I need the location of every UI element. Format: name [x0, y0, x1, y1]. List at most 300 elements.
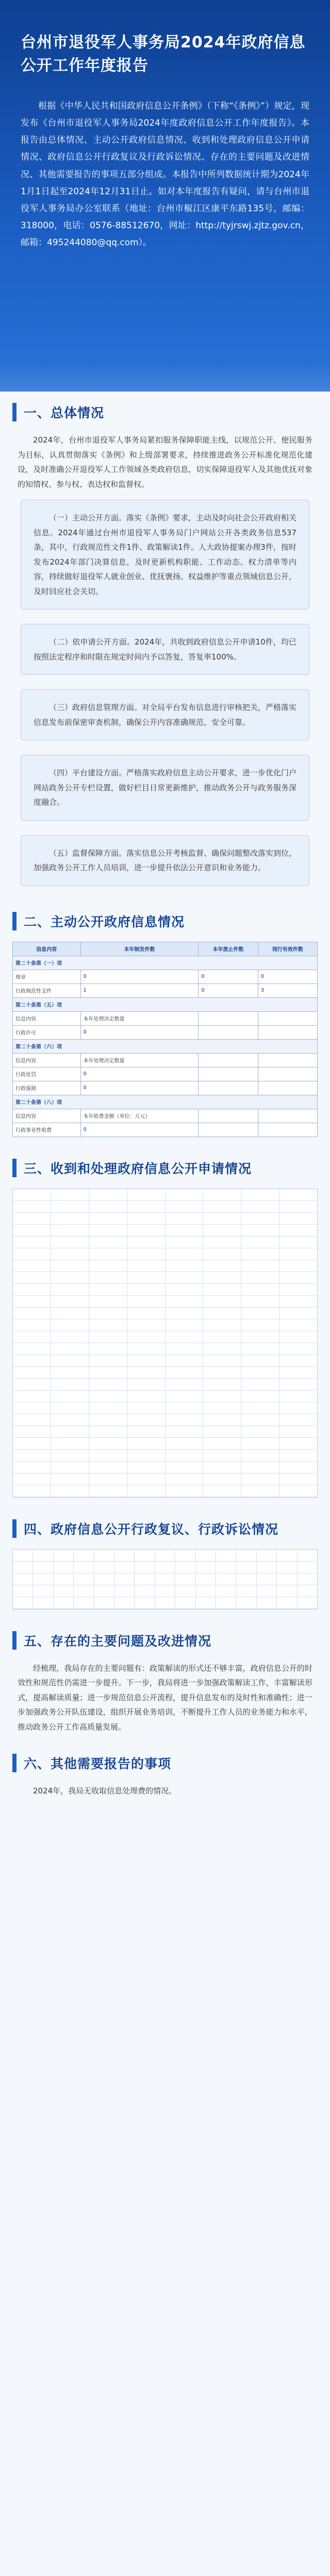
section-6-heading	[0, 1742, 330, 1784]
table-cell	[241, 1355, 279, 1366]
table-cell	[51, 1402, 89, 1414]
table-cell	[89, 1201, 127, 1212]
table-cell	[257, 1550, 277, 1561]
table-cell	[279, 1367, 317, 1378]
table-cell	[51, 1485, 89, 1497]
table-cell	[241, 1462, 279, 1473]
table-cell	[203, 1319, 241, 1331]
header-decoration	[0, 361, 330, 392]
table-cell	[155, 1585, 175, 1597]
table-cell	[166, 1201, 204, 1212]
table-cell	[89, 1248, 127, 1260]
table-cell: 0	[199, 970, 258, 984]
table-cell: 行政事业性收费	[13, 1123, 81, 1137]
table-cell	[51, 1450, 89, 1461]
table-cell	[199, 1025, 258, 1039]
table-row	[13, 1248, 317, 1260]
table-cell	[166, 1331, 204, 1343]
table-cell	[203, 1225, 241, 1236]
table-cell: 信息内容	[13, 1109, 81, 1123]
table-cell	[74, 1585, 94, 1597]
table-cell	[279, 1462, 317, 1473]
table-group-label: 第二十条第（一）项	[13, 956, 318, 970]
table-cell	[89, 1236, 127, 1248]
table-cell	[155, 1562, 175, 1573]
table-row	[13, 1473, 317, 1485]
table-cell	[51, 1391, 89, 1402]
table-cell	[199, 1123, 258, 1137]
table-cell	[279, 1355, 317, 1366]
table-cell	[155, 1573, 175, 1585]
table-cell	[89, 1355, 127, 1366]
section-3-title: 三、收到和处理政府信息公开申请情况	[24, 1161, 252, 1176]
table-cell: 1	[80, 984, 199, 997]
table-cell	[196, 1550, 216, 1561]
table-cell	[175, 1562, 195, 1573]
table-cell	[89, 1213, 127, 1224]
table-row	[13, 1272, 317, 1284]
table-cell	[127, 1189, 166, 1200]
table-cell	[298, 1562, 317, 1573]
table-cell	[166, 1426, 204, 1437]
table-cell: 0	[199, 984, 258, 997]
table-cell	[203, 1485, 241, 1497]
table-cell	[203, 1236, 241, 1248]
table-cell	[279, 1402, 317, 1414]
table-cell	[89, 1272, 127, 1283]
table-header-cell: 本年废止件数	[199, 942, 258, 956]
table-cell	[241, 1402, 279, 1414]
table-cell	[127, 1485, 166, 1497]
table-cell	[241, 1343, 279, 1354]
table-cell	[89, 1462, 127, 1473]
table-cell	[258, 1123, 317, 1137]
table-cell	[279, 1438, 317, 1449]
table-cell	[74, 1550, 94, 1561]
table-cell	[155, 1597, 175, 1608]
table-cell	[279, 1284, 317, 1295]
table-cell	[127, 1343, 166, 1354]
table-cell	[279, 1379, 317, 1390]
table-cell	[74, 1562, 94, 1573]
table-cell	[279, 1308, 317, 1319]
table-cell	[51, 1201, 89, 1212]
table-cell: 规章	[13, 970, 81, 984]
table-cell	[166, 1414, 204, 1426]
table-cell	[199, 1067, 258, 1081]
table-cell	[241, 1308, 279, 1319]
table-cell	[114, 1597, 135, 1608]
table-cell: 0	[258, 970, 317, 984]
table-cell	[94, 1550, 114, 1561]
table-cell	[33, 1597, 53, 1608]
table-cell	[33, 1550, 53, 1561]
table-row	[13, 1367, 317, 1379]
table-cell	[166, 1450, 204, 1461]
table-cell	[51, 1343, 89, 1354]
table-row	[13, 1331, 317, 1343]
table-cell	[51, 1414, 89, 1426]
section-marker-icon	[12, 403, 16, 421]
table-cell	[114, 1585, 135, 1597]
table-cell	[277, 1550, 297, 1561]
table-cell	[203, 1473, 241, 1485]
table-row	[13, 1213, 317, 1225]
table-cell	[236, 1562, 256, 1573]
table-cell	[203, 1248, 241, 1260]
table-cell	[279, 1296, 317, 1307]
table-cell	[279, 1331, 317, 1343]
table-cell	[298, 1550, 317, 1561]
table-cell	[94, 1562, 114, 1573]
table-cell	[89, 1438, 127, 1449]
table-cell	[241, 1438, 279, 1449]
table-cell	[279, 1236, 317, 1248]
table-cell: 本年处理决定数量	[80, 1011, 199, 1025]
table-cell	[127, 1225, 166, 1236]
table-group-label: 第二十条第（八）项	[13, 1095, 318, 1109]
table-cell	[279, 1319, 317, 1331]
table-row	[13, 1402, 317, 1414]
table-cell	[13, 1402, 51, 1414]
table-cell	[127, 1213, 166, 1224]
table-cell	[51, 1284, 89, 1295]
table-header-cell: 本年制发件数	[80, 942, 199, 956]
table-cell	[127, 1462, 166, 1473]
table-cell	[51, 1260, 89, 1272]
table-cell	[279, 1391, 317, 1402]
table-cell	[166, 1473, 204, 1485]
table-cell	[175, 1585, 195, 1597]
table-cell	[13, 1260, 51, 1272]
table-cell	[241, 1284, 279, 1295]
table-cell	[258, 1011, 317, 1025]
table-cell	[51, 1319, 89, 1331]
table-cell: 信息内容	[13, 1053, 81, 1067]
table-row	[13, 1081, 318, 1095]
table-cell	[241, 1260, 279, 1272]
table-cell	[135, 1550, 155, 1561]
table-cell	[166, 1272, 204, 1283]
table-cell	[51, 1213, 89, 1224]
table-row	[13, 984, 318, 997]
table-cell	[13, 1597, 33, 1608]
table-cell	[13, 1343, 51, 1354]
table-cell	[51, 1355, 89, 1366]
table-cell	[89, 1189, 127, 1200]
table-row	[13, 1260, 317, 1272]
table-row	[13, 1485, 317, 1497]
table-row	[13, 1053, 318, 1067]
table-group-row	[13, 1095, 318, 1109]
table-cell	[13, 1225, 51, 1236]
table-cell	[258, 1067, 317, 1081]
section-5-title: 五、存在的主要问题及改进情况	[24, 1633, 212, 1649]
table-cell	[13, 1573, 33, 1585]
table-cell	[127, 1379, 166, 1390]
table-cell	[89, 1308, 127, 1319]
table-cell	[241, 1272, 279, 1283]
table-cell	[203, 1379, 241, 1390]
table-cell	[89, 1343, 127, 1354]
table-cell	[51, 1225, 89, 1236]
table-row	[13, 1550, 317, 1562]
table-cell	[258, 1053, 317, 1067]
table-cell: 3	[258, 984, 317, 997]
table-cell	[216, 1550, 236, 1561]
table-cell	[241, 1213, 279, 1224]
table-cell	[51, 1379, 89, 1390]
table-cell	[13, 1296, 51, 1307]
table-cell	[94, 1597, 114, 1608]
overview-card: （三）政府信息管理方面。对全局平台发布信息进行审核把关，严格落实信息发布前保密审查机制，确保公开内容准确规范、安全可靠。	[21, 689, 309, 740]
table-cell	[13, 1367, 51, 1378]
table-cell	[13, 1414, 51, 1426]
table-cell	[196, 1585, 216, 1597]
table-cell	[127, 1402, 166, 1414]
table-cell	[196, 1562, 216, 1573]
table-row	[13, 1236, 317, 1248]
overview-card: （一）主动公开方面。落实《条例》要求，主动及时向社会公开政府相关信息。2024年通过台州市退役军人事务局门户网站公开各类政务信息537条，其中，行政规范性文件1件、政策解读1件。人大政协提案办理3件，按时发布2024年部门决算信息，及时更新机构职能、工作动态、权力清单等内容，持续做好退役军人就业创业、优抚褒扬、权益维护等重点领域信息公开，及时回应社会关切。	[21, 500, 309, 609]
table-cell	[89, 1260, 127, 1272]
table-cell	[13, 1213, 51, 1224]
table-cell	[13, 1236, 51, 1248]
review-litigation-table	[12, 1549, 318, 1609]
table-cell	[203, 1426, 241, 1437]
table-row	[13, 1343, 317, 1355]
table-row	[13, 1319, 317, 1331]
table-row	[13, 1189, 317, 1201]
table-cell	[279, 1260, 317, 1272]
table-cell	[127, 1296, 166, 1307]
table-row	[13, 1355, 317, 1367]
table-cell	[298, 1573, 317, 1585]
table-cell	[298, 1585, 317, 1597]
table-cell	[94, 1573, 114, 1585]
table-cell	[13, 1284, 51, 1295]
table-cell	[89, 1485, 127, 1497]
table-cell	[89, 1367, 127, 1378]
report-intro: 根据《中华人民共和国政府信息公开条例》（下称“《条例》”）规定，现发布《台州市退役军人事务局2024年度政府信息公开工作年度报告》。本报告由总体情况、主动公开政府信息情况、收到和处理政府信息公开申请情况、政府信息公开行政复议及行政诉讼情况、存在的主要问题及改进情况、其他需要报告的事项五部分组成。本报告中所列数据统计期为2024年1月1日起至2024年12月31日止。如对本年度报告有疑问，请与台州市退役军人事务局办公室联系（地址：台州市椒江区康平东路135号，邮编：318000，电话：0576-88512670，网址：http://tyjrswj.zjtz.gov.cn，邮箱：495244080@qq.com）。	[21, 101, 309, 248]
table-cell	[279, 1450, 317, 1461]
active-disclosure-table-wrap	[12, 942, 318, 1137]
table-cell	[279, 1189, 317, 1200]
table-cell	[241, 1331, 279, 1343]
table-cell	[127, 1414, 166, 1426]
overview-card: （四）平台建设方面。严格落实政府信息主动公开要求，进一步优化门户网站政务公开专栏设置，做好栏目日常更新维护，推动政务公开与政务服务深度融合。	[21, 755, 309, 821]
table-cell: 行政规范性文件	[13, 984, 81, 997]
table-cell	[236, 1550, 256, 1561]
table-cell	[241, 1225, 279, 1236]
section-6-paragraph: 2024年，我局无收取信息处理费的情况。	[33, 1786, 177, 1795]
table-cell	[241, 1485, 279, 1497]
table-header-cell: 信息内容	[13, 942, 81, 956]
table-cell	[51, 1272, 89, 1283]
table-cell: 行政强制	[13, 1081, 81, 1095]
table-cell	[203, 1450, 241, 1461]
table-cell	[216, 1585, 236, 1597]
table-cell	[127, 1367, 166, 1378]
table-cell	[127, 1438, 166, 1449]
table-cell	[51, 1473, 89, 1485]
table-row	[13, 1426, 317, 1438]
table-cell	[279, 1414, 317, 1426]
table-cell: 信息内容	[13, 1011, 81, 1025]
table-cell	[13, 1189, 51, 1200]
table-cell	[127, 1308, 166, 1319]
table-cell	[175, 1597, 195, 1608]
table-cell	[13, 1379, 51, 1390]
table-header-cell: 现行有效件数	[258, 942, 317, 956]
table-body	[13, 956, 318, 1137]
table-cell	[51, 1462, 89, 1473]
table-cell	[166, 1391, 204, 1402]
table-cell	[203, 1272, 241, 1283]
table-cell	[166, 1189, 204, 1200]
table-cell	[166, 1248, 204, 1260]
table-cell	[74, 1597, 94, 1608]
section-marker-icon	[12, 1754, 16, 1772]
table-cell	[89, 1225, 127, 1236]
table-row	[13, 1379, 317, 1391]
table-cell	[13, 1319, 51, 1331]
table-row	[13, 1562, 317, 1573]
table-cell	[203, 1308, 241, 1319]
table-cell	[203, 1355, 241, 1366]
table-cell	[13, 1438, 51, 1449]
table-row	[13, 1296, 317, 1308]
table-row	[13, 1414, 317, 1426]
table-cell	[33, 1585, 53, 1597]
table-cell	[166, 1379, 204, 1390]
table-row	[13, 1225, 317, 1236]
table-cell	[51, 1367, 89, 1378]
table-cell	[279, 1272, 317, 1283]
table-row	[13, 1067, 318, 1081]
table-group-row	[13, 1039, 318, 1053]
table-row	[13, 1201, 317, 1213]
table-cell	[196, 1597, 216, 1608]
table-cell	[241, 1248, 279, 1260]
table-group-row	[13, 956, 318, 970]
overview-card: （二）依申请公开方面。2024年，共收到政府信息公开申请10件，均已按照法定程序和时限在规定时间内予以答复，答复率100%。	[21, 624, 309, 675]
section-5-paragraph: 经梳理，我局存在的主要问题有：政策解读的形式还不够丰富，政府信息公开的时效性和规范性仍需进一步提升。下一步，我局将进一步加强政策解读工作，丰富解读形式，提高解读质量；进一步规范信息公开流程，提升信息发布的及时性和准确性；进一步加强政务公开队伍建设，组织开展业务培训，不断提升工作人员的业务能力和水平，推动政务公开工作高质量发展。	[18, 1663, 312, 1732]
table-cell	[89, 1379, 127, 1390]
table-cell	[257, 1562, 277, 1573]
table-cell	[166, 1225, 204, 1236]
table-cell	[127, 1355, 166, 1366]
table-cell	[279, 1343, 317, 1354]
table-cell	[203, 1343, 241, 1354]
table-cell	[241, 1296, 279, 1307]
table-cell	[89, 1319, 127, 1331]
table-cell	[13, 1426, 51, 1437]
table-cell	[135, 1562, 155, 1573]
table-cell	[241, 1414, 279, 1426]
table-row	[13, 970, 318, 984]
table-header-row	[13, 942, 318, 956]
table-cell	[166, 1462, 204, 1473]
table-cell	[74, 1573, 94, 1585]
table-row	[13, 1308, 317, 1319]
table-cell	[51, 1236, 89, 1248]
table-cell	[166, 1319, 204, 1331]
section-1-title: 一、总体情况	[24, 405, 105, 420]
table-cell	[175, 1573, 195, 1585]
table-cell	[166, 1343, 204, 1354]
section-3-heading	[0, 1147, 330, 1189]
table-cell	[13, 1248, 51, 1260]
table-cell	[127, 1248, 166, 1260]
table-cell	[279, 1225, 317, 1236]
table-cell	[89, 1391, 127, 1402]
table-cell	[89, 1414, 127, 1426]
report-header	[0, 0, 330, 392]
table-cell	[166, 1367, 204, 1378]
table-cell	[236, 1597, 256, 1608]
section-2-heading	[0, 901, 330, 942]
table-cell	[89, 1296, 127, 1307]
table-cell	[203, 1438, 241, 1449]
table-cell: 0	[80, 1081, 199, 1095]
table-cell	[51, 1308, 89, 1319]
overview-card: （五）监督保障方面。落实信息公开考核监督、确保问题整改落实到位，加强政务公开工作人员培训，进一步提升依法公开意识和业务能力。	[21, 835, 309, 886]
table-cell	[54, 1562, 74, 1573]
table-cell: 行政处罚	[13, 1067, 81, 1081]
table-cell	[196, 1573, 216, 1585]
table-row	[13, 1585, 317, 1597]
table-cell	[216, 1573, 236, 1585]
table-cell	[127, 1450, 166, 1461]
section-2-title: 二、主动公开政府信息情况	[24, 914, 185, 929]
table-row	[13, 1025, 318, 1039]
table-group-label: 第二十条第（六）项	[13, 1039, 318, 1053]
application-statistics-table	[12, 1189, 318, 1498]
table-row	[13, 1284, 317, 1296]
table-cell	[203, 1213, 241, 1224]
table-cell	[114, 1550, 135, 1561]
table-cell	[135, 1597, 155, 1608]
table-cell	[279, 1426, 317, 1437]
table-cell	[127, 1272, 166, 1283]
table-cell	[199, 1081, 258, 1095]
section-1-heading	[0, 392, 330, 433]
table-cell	[127, 1426, 166, 1437]
table-cell	[89, 1450, 127, 1461]
table-cell	[203, 1462, 241, 1473]
table-cell	[13, 1308, 51, 1319]
table-cell	[127, 1319, 166, 1331]
table-cell	[51, 1426, 89, 1437]
table-cell	[166, 1402, 204, 1414]
table-cell	[127, 1236, 166, 1248]
table-cell	[199, 1053, 258, 1067]
table-cell	[175, 1550, 195, 1561]
table-row	[13, 1573, 317, 1585]
table-cell	[277, 1597, 297, 1608]
table-cell	[258, 1109, 317, 1123]
table-cell	[127, 1201, 166, 1212]
table-cell	[203, 1189, 241, 1200]
table-cell	[203, 1284, 241, 1295]
table-row	[13, 1011, 318, 1025]
table-cell	[277, 1585, 297, 1597]
table-cell	[279, 1248, 317, 1260]
section-marker-icon	[12, 1519, 16, 1538]
table-cell	[127, 1473, 166, 1485]
table-cell	[279, 1473, 317, 1485]
table-cell	[203, 1331, 241, 1343]
